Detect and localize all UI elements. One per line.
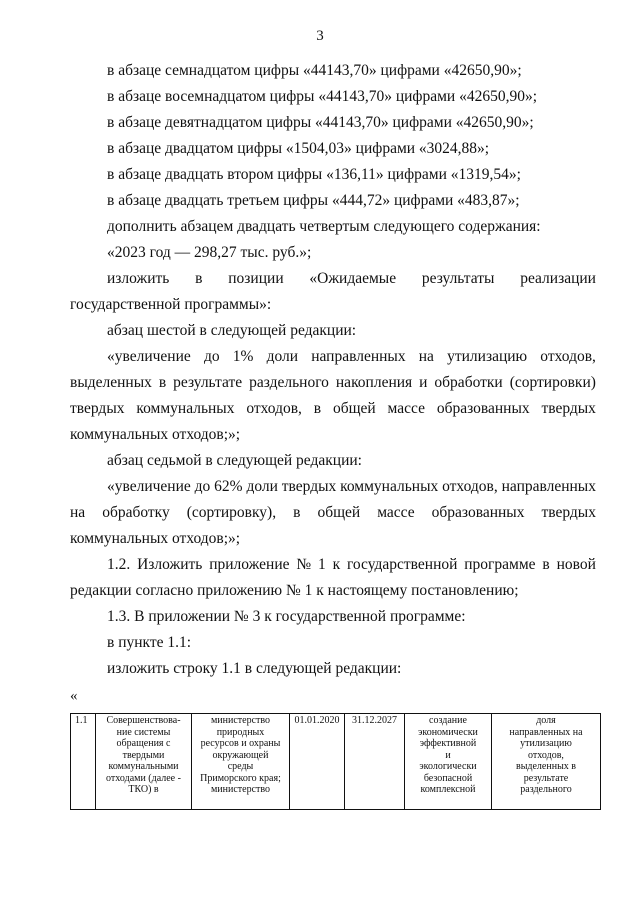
word: в xyxy=(195,270,203,287)
word: в xyxy=(313,400,322,417)
cell-line: отходами (далее - xyxy=(106,772,181,784)
table-cell-number: 1.1 xyxy=(71,714,96,810)
word: Изложить xyxy=(137,556,203,573)
word: коммунальных xyxy=(136,400,235,417)
cell-line: результате xyxy=(523,772,569,784)
program-table xyxy=(70,713,601,810)
paragraph: в абзаце восемнадцатом цифры «44143,70» цифрами «42650,90»; xyxy=(107,88,538,105)
cell-line: выделенных в xyxy=(515,761,577,772)
cell-line: утилизацию xyxy=(520,738,572,749)
word: к xyxy=(332,556,341,573)
cell-line: министерство xyxy=(210,715,271,726)
paragraph: абзац шестой в следующей редакции: xyxy=(107,322,357,339)
word: изложить xyxy=(107,270,170,287)
cell-line: окружающей xyxy=(212,749,269,761)
word: направленных xyxy=(501,478,596,495)
word: 1 xyxy=(317,556,326,573)
word: раздельного xyxy=(249,374,329,391)
cell-line: и xyxy=(445,749,451,761)
word: массе xyxy=(377,504,415,521)
cell-line: раздельного xyxy=(520,784,572,795)
word: 1.2. xyxy=(107,556,131,573)
word: утилизацию xyxy=(447,348,528,365)
justified-line xyxy=(107,266,596,292)
word: на xyxy=(418,348,434,365)
cell-line: среды xyxy=(227,761,254,772)
cell-line: твердыми xyxy=(122,749,165,761)
word: (сортировки) xyxy=(509,374,596,391)
cell-line: ресурсов и охраны xyxy=(200,738,281,749)
word: накопления xyxy=(335,374,413,391)
paragraph: изложить строку 1.1 в следующей редакции: xyxy=(107,660,402,677)
word: коммунальных xyxy=(340,478,439,495)
paragraph: государственной программы»: xyxy=(70,296,272,313)
page-number: 3 xyxy=(316,28,324,44)
cell-line: коммунальными xyxy=(108,761,179,772)
table-cell-start-date: 01.01.2020 xyxy=(290,714,345,810)
paragraph: в абзаце двадцать втором цифры «136,11» цифрами «1319,54»; xyxy=(107,166,521,183)
word: новой xyxy=(556,556,596,573)
paragraph: 1.3. В приложении № 3 к государственной программе: xyxy=(107,608,466,625)
paragraph: в абзаце двадцатом цифры «1504,03» цифрами «3024,88»; xyxy=(107,140,490,157)
word: «увеличение xyxy=(107,478,191,495)
paragraph: в абзаце двадцать третьем цифры «444,72» цифрами «483,87»; xyxy=(107,192,520,209)
word: государственной xyxy=(346,556,458,573)
justified-line xyxy=(107,344,596,370)
word: общей xyxy=(317,504,361,521)
word: позиции xyxy=(228,270,284,287)
word: твердых xyxy=(70,400,125,417)
word: до xyxy=(194,478,211,495)
word: общей xyxy=(332,400,376,417)
cell-line: экологически xyxy=(419,761,477,772)
word: результаты xyxy=(421,270,495,287)
word: образованных xyxy=(436,400,530,417)
paragraph: редакции согласно приложению № 1 к настоящему постановлению; xyxy=(70,582,519,599)
paragraph: «2023 год — 298,27 тыс. руб.»; xyxy=(107,244,312,261)
cell-line: Совершенствова- xyxy=(106,715,181,726)
cell-line: ТКО) в xyxy=(128,784,159,795)
word: на xyxy=(70,504,86,521)
cell-line: создание xyxy=(429,715,467,726)
word: результате xyxy=(173,374,243,391)
word: «Ожидаемые xyxy=(309,270,397,287)
cell-line: ние системы xyxy=(116,726,171,738)
table-cell-executor xyxy=(192,714,290,810)
paragraph: в абзаце девятнадцатом цифры «44143,70» цифрами «42650,90»; xyxy=(107,114,534,131)
word: отходов, xyxy=(442,478,498,495)
word: «увеличение xyxy=(107,348,191,365)
cell-line: эффективной xyxy=(419,738,477,749)
paragraph: дополнить абзацем двадцать четвертым следующего содержания: xyxy=(107,218,541,235)
word: и xyxy=(419,374,428,391)
cell-line: доля xyxy=(536,715,556,726)
table-cell-indicator xyxy=(492,714,601,810)
word: в xyxy=(293,504,301,521)
word: обработку xyxy=(102,504,170,521)
word: направленных xyxy=(311,348,406,365)
justified-line xyxy=(70,396,596,422)
paragraph: коммунальных отходов;»; xyxy=(70,530,241,547)
word: (сортировку), xyxy=(186,504,277,521)
cell-line: обращения с xyxy=(116,738,171,749)
word: реализации xyxy=(520,270,596,287)
word: до xyxy=(203,348,220,365)
table-row xyxy=(71,714,601,810)
word: твердых xyxy=(541,400,596,417)
paragraph: в пункте 1.1: xyxy=(107,634,192,651)
cell-line: экономически xyxy=(418,726,478,738)
justified-line xyxy=(70,370,596,396)
word: доли xyxy=(246,478,278,495)
cell-line: Приморского края; xyxy=(200,772,281,784)
word: твердых xyxy=(281,478,337,495)
opening-quote-mark: « xyxy=(70,688,78,704)
word: программе xyxy=(464,556,536,573)
word: в xyxy=(542,556,550,573)
table-cell-name xyxy=(96,714,192,810)
word: в xyxy=(158,374,167,391)
paragraph: коммунальных отходов;»; xyxy=(70,426,241,443)
word: выделенных xyxy=(70,374,152,391)
word: приложение xyxy=(209,556,290,573)
word: отходов, xyxy=(540,348,596,365)
cell-line: отходов, xyxy=(528,749,564,761)
paragraph: в абзаце семнадцатом цифры «44143,70» цифрами «42650,90»; xyxy=(107,62,522,79)
cell-line: направленных на xyxy=(509,726,583,738)
word: 62% xyxy=(214,478,243,495)
word: массе xyxy=(387,400,425,417)
justified-line xyxy=(107,552,596,578)
word: 1% xyxy=(232,348,254,365)
word: образованных xyxy=(431,504,525,521)
table-cell-result xyxy=(405,714,492,810)
word: обработки xyxy=(434,374,503,391)
table-cell-end-date: 31.12.2027 xyxy=(345,714,405,810)
word: отходов, xyxy=(246,400,302,417)
justified-line xyxy=(70,500,596,526)
cell-line: безопасной xyxy=(423,772,473,784)
cell-line: комплексной xyxy=(420,784,476,795)
word: № xyxy=(296,556,312,573)
cell-line: природных xyxy=(216,726,265,738)
cell-line: министерство xyxy=(210,784,271,795)
justified-line xyxy=(107,474,596,500)
word: твердых xyxy=(541,504,596,521)
paragraph: абзац седьмой в следующей редакции: xyxy=(107,452,362,469)
word: доли xyxy=(266,348,299,365)
